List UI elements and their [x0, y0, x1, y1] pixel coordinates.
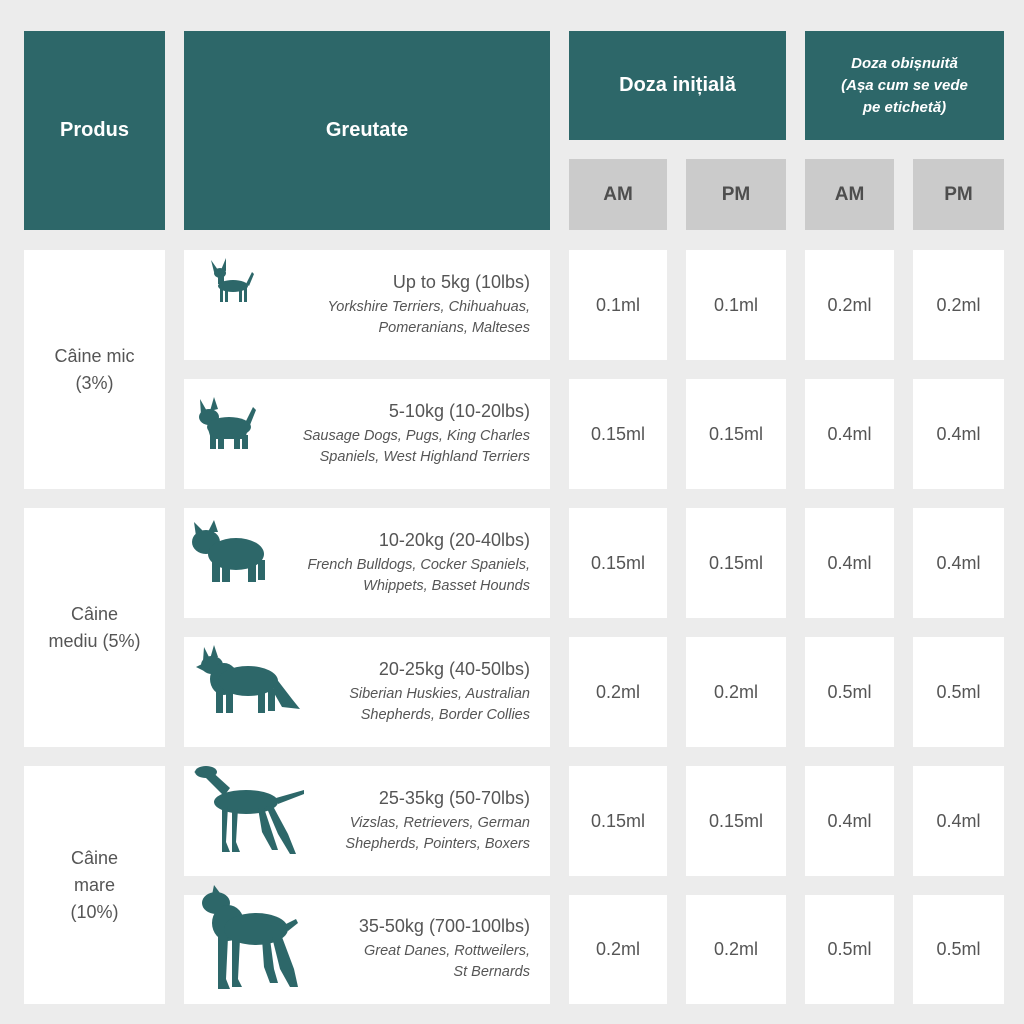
- collie-icon: [194, 643, 304, 717]
- subheader-label: AM: [834, 183, 865, 205]
- dose-value: 0.2ml: [827, 294, 872, 315]
- dose-usual-pm: [913, 508, 1004, 618]
- subheader-initial-pm: [686, 159, 786, 230]
- dose-initial-pm: [686, 250, 786, 360]
- product-label: (3%): [75, 372, 114, 393]
- dose-value: 0.15ml: [590, 810, 646, 831]
- dose-initial-pm: [686, 895, 786, 1004]
- dose-value: 0.4ml: [827, 423, 872, 444]
- weight-cell: [184, 379, 550, 489]
- breed-list: Pomeranians, Malteses: [378, 319, 530, 336]
- subheader-usual-pm: [913, 159, 1004, 230]
- weight-cell: [184, 766, 550, 876]
- dose-usual-am: [805, 766, 894, 876]
- weight-range: Up to 5kg (10lbs): [392, 271, 530, 292]
- weight-text: [308, 508, 530, 618]
- terrier-icon: [196, 397, 258, 453]
- product-group-small: [24, 250, 165, 489]
- pointer-icon: [192, 762, 308, 858]
- dose-usual-pm: [913, 637, 1004, 747]
- product-label: (10%): [70, 901, 119, 922]
- breed-list: Vizslas, Retrievers, German: [349, 814, 530, 831]
- dose-usual-am: [805, 250, 894, 360]
- dose-value: 0.4ml: [827, 552, 872, 573]
- dose-value: 0.15ml: [590, 552, 646, 573]
- weight-text: [303, 379, 530, 489]
- product-group-medium: [24, 508, 165, 747]
- weight-cell: [184, 250, 550, 360]
- breed-list: Whippets, Basset Hounds: [363, 577, 530, 594]
- product-label: Câine: [70, 847, 119, 868]
- header-usual-dose-line: (Așa cum se vede: [841, 76, 968, 94]
- mastiff-icon: [200, 883, 310, 993]
- breed-list: Great Danes, Rottweilers,: [363, 943, 530, 959]
- header-usual-dose-line: pe etichetă): [862, 98, 947, 116]
- header-initial-dose-label: Doza inițială: [619, 74, 736, 96]
- dose-value: 0.1ml: [713, 294, 758, 315]
- dose-value: 0.2ml: [936, 294, 981, 315]
- product-label: Câine: [70, 603, 119, 624]
- french-bulldog-icon: [190, 520, 270, 586]
- product-label: Câine mic: [54, 345, 135, 366]
- breed-list: Shepherds, Pointers, Boxers: [345, 835, 530, 852]
- dose-initial-pm: [686, 508, 786, 618]
- dose-usual-am: [805, 379, 894, 489]
- subheader-label: AM: [603, 183, 633, 205]
- dose-value: 0.2ml: [713, 681, 758, 702]
- dose-usual-pm: [913, 895, 1004, 1004]
- breed-list: Yorkshire Terriers, Chihuahuas,: [327, 298, 530, 315]
- header-weight-label: Greutate: [325, 119, 409, 141]
- weight-text: [345, 766, 530, 876]
- dose-initial-pm: [686, 379, 786, 489]
- dose-value: 0.1ml: [595, 294, 640, 315]
- weight-text: [349, 637, 530, 747]
- header-product-label: Produs: [60, 119, 129, 141]
- dose-value: 0.4ml: [936, 810, 981, 831]
- dose-value: 0.15ml: [590, 423, 646, 444]
- weight-range: 25-35kg (50-70lbs): [378, 787, 530, 808]
- dose-usual-am: [805, 895, 894, 1004]
- dose-value: 0.4ml: [936, 552, 981, 573]
- dose-initial-pm: [686, 766, 786, 876]
- product-group-large: [24, 766, 165, 1004]
- breed-list: St Bernards: [453, 964, 530, 980]
- dose-initial-am: [569, 766, 667, 876]
- dose-initial-am: [569, 508, 667, 618]
- product-label: mare: [73, 874, 115, 895]
- header-product: [24, 31, 165, 230]
- dose-value: 0.15ml: [708, 552, 764, 573]
- dose-usual-am: [805, 637, 894, 747]
- dose-usual-pm: [913, 379, 1004, 489]
- subheader-initial-am: [569, 159, 667, 230]
- header-initial-dose: [569, 31, 786, 140]
- breed-list: Spaniels, West Highland Terriers: [319, 448, 530, 465]
- weight-cell: [184, 637, 550, 747]
- breed-list: Sausage Dogs, Pugs, King Charles: [302, 427, 530, 444]
- breed-list: French Bulldogs, Cocker Spaniels,: [307, 556, 530, 573]
- dose-value: 0.5ml: [827, 681, 872, 702]
- weight-range: 35-50kg (700-100lbs): [358, 916, 530, 936]
- dose-value: 0.4ml: [827, 810, 872, 831]
- weight-range: 20-25kg (40-50lbs): [378, 658, 530, 679]
- breed-list: Shepherds, Border Collies: [360, 706, 530, 723]
- subheader-usual-am: [805, 159, 894, 230]
- dose-value: 0.5ml: [936, 939, 981, 959]
- dose-value: 0.2ml: [595, 681, 640, 702]
- dose-initial-am: [569, 379, 667, 489]
- dose-value: 0.2ml: [713, 939, 758, 959]
- product-label: mediu (5%): [48, 630, 141, 651]
- header-usual-dose-line: Doza obișnuită: [851, 54, 958, 72]
- dose-initial-pm: [686, 637, 786, 747]
- subheader-label: PM: [721, 183, 751, 205]
- weight-range: 5-10kg (10-20lbs): [388, 400, 530, 421]
- header-weight: [184, 31, 550, 230]
- dose-usual-pm: [913, 250, 1004, 360]
- dose-value: 0.2ml: [595, 939, 640, 959]
- dose-value: 0.5ml: [827, 939, 872, 959]
- weight-cell: [184, 895, 550, 1004]
- chihuahua-icon: [206, 256, 258, 308]
- dose-initial-am: [569, 250, 667, 360]
- breed-list: Siberian Huskies, Australian: [349, 685, 530, 702]
- dose-usual-am: [805, 508, 894, 618]
- dose-value: 0.4ml: [936, 423, 981, 444]
- weight-text: [359, 895, 530, 1004]
- dose-value: 0.15ml: [708, 423, 764, 444]
- weight-text: [327, 250, 530, 360]
- dose-initial-am: [569, 895, 667, 1004]
- dose-usual-pm: [913, 766, 1004, 876]
- weight-range: 10-20kg (20-40lbs): [378, 529, 530, 550]
- subheader-label: PM: [944, 183, 973, 205]
- dose-value: 0.5ml: [936, 681, 981, 702]
- dose-value: 0.15ml: [708, 810, 764, 831]
- weight-cell: [184, 508, 550, 618]
- header-usual-dose: [805, 31, 1004, 140]
- dose-initial-am: [569, 637, 667, 747]
